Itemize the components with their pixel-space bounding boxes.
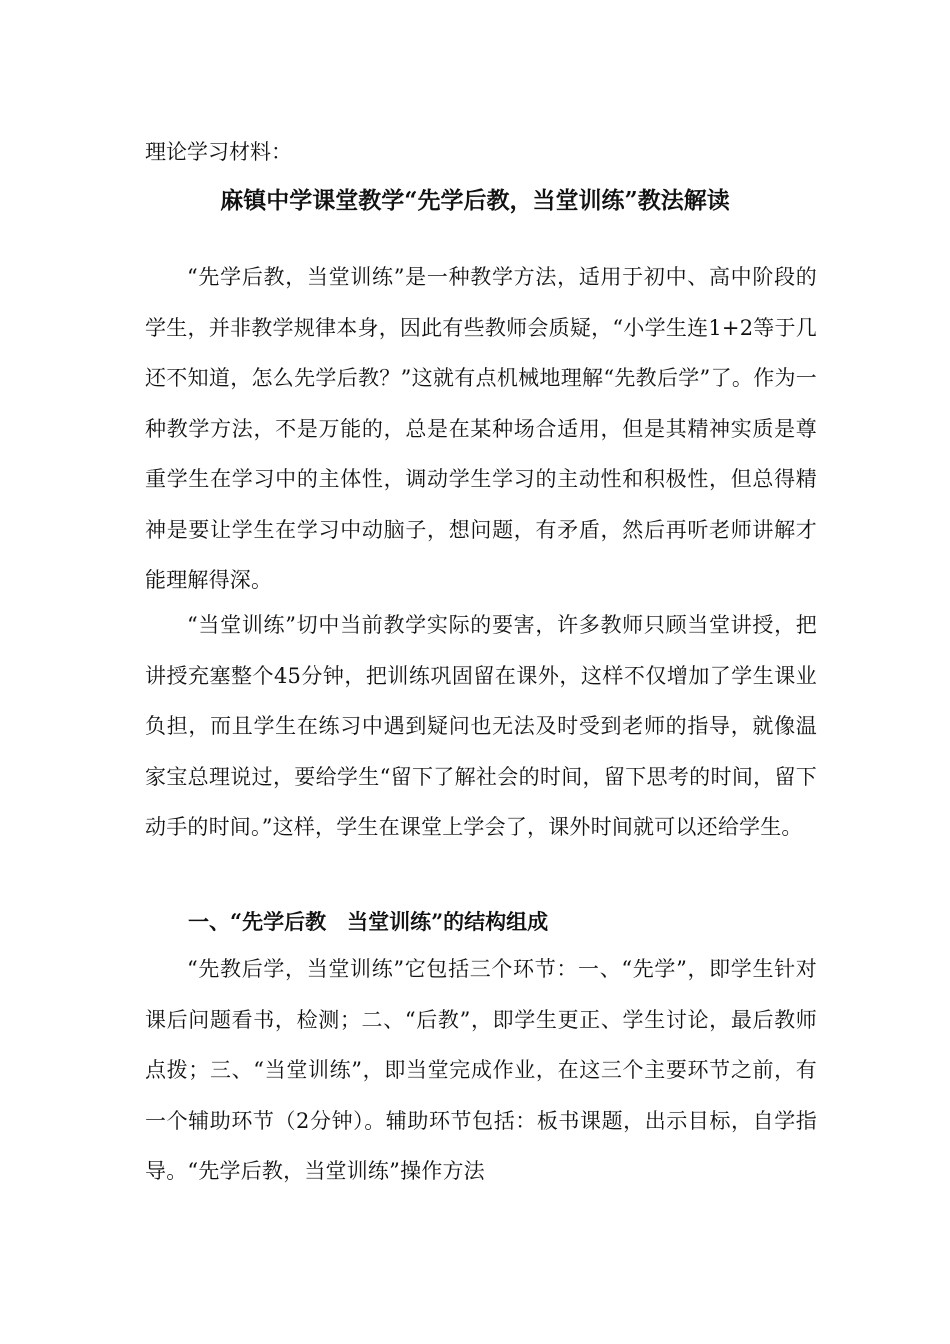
material-label: 理论学习材料：: [145, 140, 292, 164]
section-heading-1: 一、“先学后教 当堂训练”的结构组成: [188, 909, 549, 934]
section-paragraph-1: “先教后学，当堂训练”它包括三个环节：一、“先学”，即学生针对课后问题看书，检测；二、“后教”，即学生更正、学生讨论，最后教师点拨；三、“当堂训练”，即当堂完成作业，在这三个主要环节之前，有一个辅助环节（2分钟）。辅助环节包括：板书课题，出示目标，自学指导。“先学后教，当堂训练”操作方法: [145, 957, 817, 1183]
document-title: 麻镇中学课堂教学“先学后教，当堂训练”教法解读: [220, 187, 730, 214]
body-paragraph-2: “当堂训练”切中当前教学实际的要害，许多教师只顾当堂讲授，把讲授充塞整个45分钟，把训练巩固留在课外，这样不仅增加了学生课业负担，而且学生在练习中遇到疑问也无法及时受到老师的指导，就像温家宝总理说过，要给学生“留下了解社会的时间，留下思考的时间，留下动手的时间。”这样，学生在课堂上学会了，课外时间就可以还给学生。: [145, 613, 817, 839]
body-paragraph-1: “先学后教，当堂训练”是一种教学方法，适用于初中、高中阶段的学生，并非教学规律本身，因此有些教师会质疑，“小学生连1+2等于几还不知道，怎么先学后教？”这就有点机械地理解“先教后学”了。作为一种教学方法，不是万能的，总是在某种场合适用，但是其精神实质是尊重学生在学习中的主体性，调动学生学习的主动性和积极性，但总得精神是要让学生在学习中动脑子，想问题，有矛盾，然后再听老师讲解才能理解得深。: [145, 265, 817, 592]
